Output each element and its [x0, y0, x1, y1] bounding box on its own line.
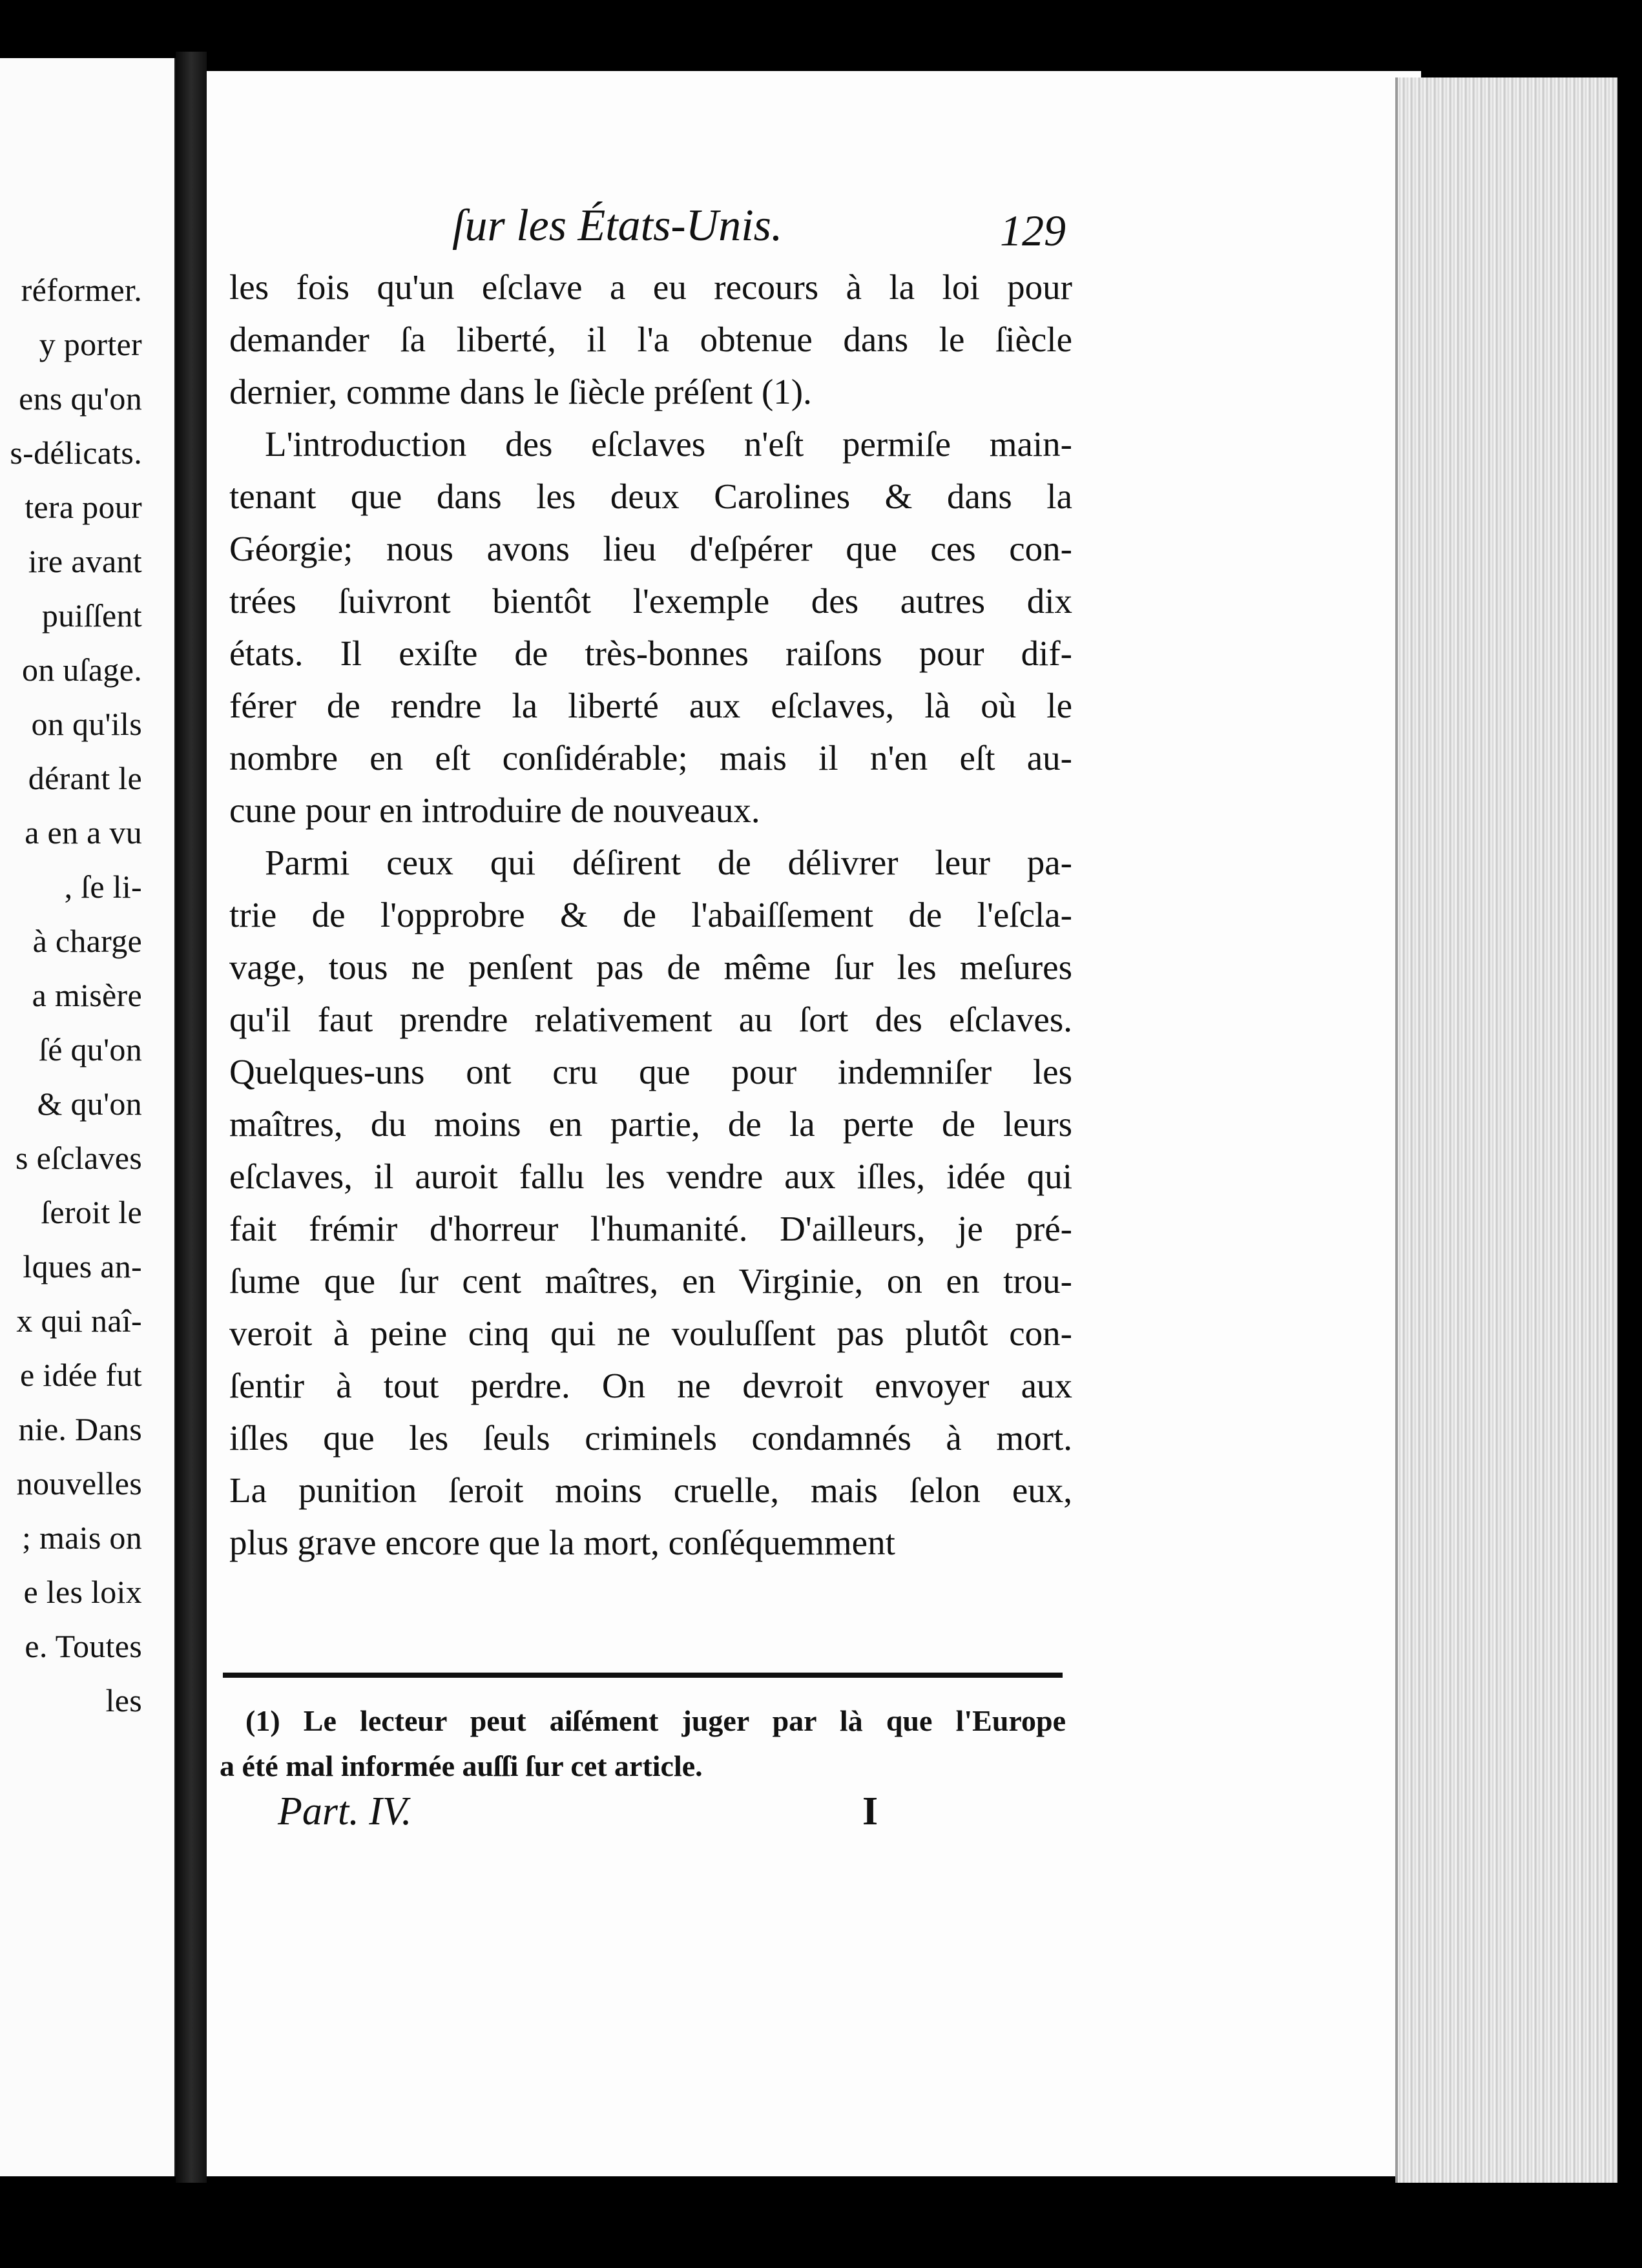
running-title: ſur les États-Unis. [452, 201, 783, 251]
text-line: eſclaves, il auroit fallu les vendre aux iſles, idée qui [229, 1157, 1072, 1196]
facing-page-line: ſé qu'on [39, 1031, 142, 1067]
facing-page-line: à charge [32, 923, 142, 959]
text-line: maîtres, du moins en partie, de la perte de leurs [229, 1104, 1072, 1144]
facing-page-line: puiſſent [41, 597, 142, 634]
text-line: trées ſuivront bientôt l'exemple des autres dix [229, 581, 1072, 621]
facing-page-line: , ſe li- [64, 869, 142, 905]
text-line: ſentir à tout perdre. On ne devroit envoyer aux [229, 1366, 1072, 1405]
facing-page-line: on uſage. [22, 652, 142, 688]
facing-page-line: on qu'ils [31, 706, 142, 742]
text-line: nombre en eſt conſidérable; mais il n'en eſt au- [229, 738, 1072, 778]
book-gutter [176, 52, 207, 2183]
page-number: 129 [1000, 206, 1066, 255]
text-line: plus grave encore que la mort, conſéquemment [229, 1523, 895, 1562]
footnote-rule [223, 1673, 1063, 1678]
text-line: La punition ſeroit moins cruelle, mais ſelon eux, [229, 1470, 1072, 1510]
facing-page-line: nouvelles [16, 1465, 142, 1501]
text-line: férer de rendre la liberté aux eſclaves, là où le [229, 686, 1072, 725]
facing-page-line: x qui naî- [16, 1303, 142, 1339]
facing-page-line: dérant le [28, 760, 142, 796]
facing-page-line: réformer. [21, 272, 142, 308]
facing-page-line: ire avant [28, 543, 142, 579]
page-edge [1395, 77, 1617, 2183]
text-line: iſles que les ſeuls criminels condamnés à mort. [229, 1418, 1072, 1458]
signature-mark: I [862, 1789, 878, 1833]
text-line: Parmi ceux qui déſirent de délivrer leur pa- [265, 843, 1072, 882]
facing-page-line: s-délicats. [10, 435, 142, 471]
facing-page-line: e idée fut [19, 1357, 142, 1393]
facing-page-line: nie. Dans [18, 1411, 142, 1447]
text-line: Quelques-uns ont cru que pour indemniſer les [229, 1052, 1072, 1091]
text-line: ſume que ſur cent maîtres, en Virginie, on en trou- [229, 1261, 1072, 1301]
text-line: états. Il exiſte de très-bonnes raiſons pour dif- [229, 634, 1072, 673]
facing-page-line: s eſclaves [16, 1140, 142, 1176]
facing-page-line: lques an- [23, 1248, 142, 1284]
text-line: veroit à peine cinq qui ne vouluſſent pas plutôt con- [229, 1314, 1072, 1353]
text-line: qu'il faut prendre relativement au ſort des eſclaves. [229, 1000, 1072, 1039]
facing-page-line: les [105, 1682, 142, 1718]
text-line: fait frémir d'horreur l'humanité. D'ailleurs, je pré- [229, 1209, 1072, 1248]
signature-part: Part. IV. [278, 1789, 412, 1833]
text-line: Géorgie; nous avons lieu d'eſpérer que ces con- [229, 529, 1072, 568]
facing-page-line: & qu'on [37, 1086, 142, 1122]
facing-page-line: ens qu'on [19, 380, 142, 417]
facing-page-line: tera pour [25, 489, 142, 525]
text-line: dernier, comme dans le ſiècle préſent (1). [229, 372, 812, 411]
facing-page-line: a misère [32, 977, 142, 1013]
text-line: L'introduction des eſclaves n'eſt permiſe main- [265, 424, 1072, 464]
facing-page-line: y porter [39, 326, 142, 362]
page-header [452, 200, 1098, 258]
text-line: cune pour en introduire de nouveaux. [229, 790, 760, 830]
facing-page-line: ſeroit le [41, 1194, 142, 1230]
text-line: tenant que dans les deux Carolines & dans la [229, 477, 1072, 516]
facing-page-line: ; mais on [21, 1520, 142, 1556]
facing-page [0, 58, 180, 2176]
text-line: demander ſa liberté, il l'a obtenue dans le ſiècle [229, 320, 1072, 359]
text-line: vage, tous ne penſent pas de même ſur les meſures [229, 947, 1072, 987]
facing-page-line: e les loix [23, 1574, 142, 1610]
footnote-line: a été mal informée auſſi ſur cet article. [220, 1749, 703, 1782]
facing-page-line: e. Toutes [25, 1628, 142, 1664]
facing-page-line: a en a vu [25, 814, 142, 850]
text-line: trie de l'opprobre & de l'abaiſſement de l'eſcla- [229, 895, 1072, 934]
text-line: les fois qu'un eſclave a eu recours à la loi pour [229, 267, 1072, 307]
footnote-line: (1) Le lecteur peut aiſément juger par là que l'Europe [245, 1704, 1066, 1737]
